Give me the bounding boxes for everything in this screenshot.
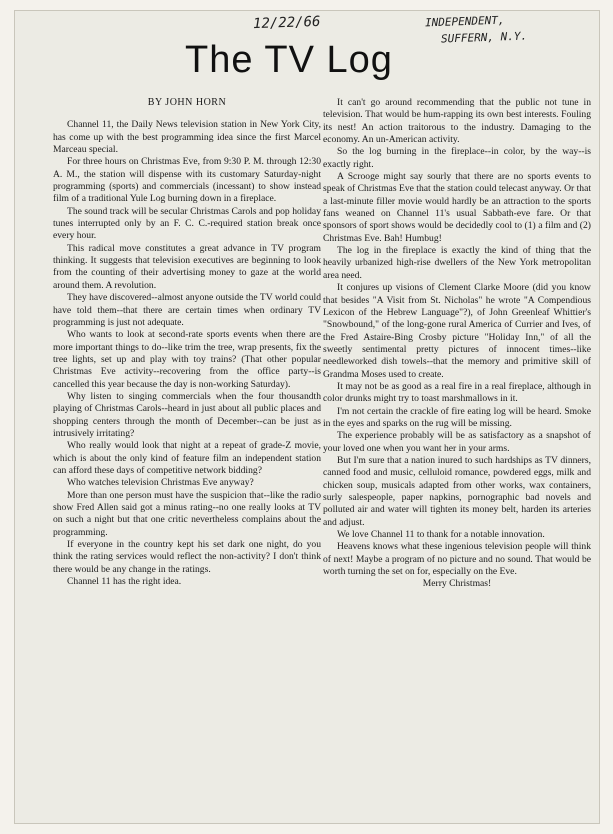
handwritten-date: 12/22/66 bbox=[252, 13, 321, 33]
paragraph: Channel 11, the Daily News television station in New York City, has come up with the best programming idea since the first Marcel Marceau special. bbox=[53, 119, 321, 156]
paragraph: It conjures up visions of Clement Clarke Moore (did you know that besides "A Visit from St. Nicholas" he wrote "A Compendious Lexicon of the Hebrew Language"?), of John Greenleaf Whittier's "Snowbound," of the long-gone rural America of Currier and Ives, of the Fred Astaire-Bing Crosby picture "Holiday Inn," of all the sweetly sentimental pretty pictures of innocent times--like needleworked dish towels--that the memory and primitive skill of Grandma Moses used to create. bbox=[323, 282, 591, 380]
article-signoff: Merry Christmas! bbox=[422, 578, 492, 590]
paragraph: It can't go around recommending that the public not tune in television. That would be hum-rapping its own best interests. Fouling its nest! An action traitorous to the industry. Damaging to the economy. An un-American activity. bbox=[323, 97, 591, 146]
paragraph: For three hours on Christmas Eve, from 9:30 P. M. through 12:30 A. M., the station will dispense with its customary Saturday-night programming (sports) and commercials (incessant) to show instead film of a traditional Yule Log burning down in a fireplace. bbox=[53, 156, 321, 205]
article-title: The TV Log bbox=[185, 39, 393, 81]
paragraph: Heavens knows what these ingenious television people will think of next! Maybe a program of no picture and no sound. That would be worth turning the set on for, especially on the Eve. bbox=[323, 541, 591, 578]
article-column-left bbox=[53, 97, 321, 588]
paragraph: I'm not certain the crackle of fire eating log will be heard. Smoke in the eyes and sparks on the rug will be missing. bbox=[323, 405, 591, 429]
paragraph: The experience probably will be as satisfactory as a snapshot of your loved one when you want her in your arms. bbox=[323, 430, 591, 454]
paragraph: Who really would look that night at a repeat of grade-Z movie, which is about the only kind of feature film an independent station can afford these days of competitive network bidding? bbox=[53, 440, 321, 476]
paragraph: We love Channel 11 to thank for a notable innovation. bbox=[337, 529, 545, 541]
handwritten-source-line-2: SUFFERN, N.Y. bbox=[440, 29, 528, 46]
paragraph: If everyone in the country kept his set dark one night, do you think the rating services would reflect the non-activity? I don't think there would be any change in the ratings. bbox=[53, 539, 321, 575]
paragraph: They have discovered--almost anyone outside the TV world could have told them--that there are certain times when ordinary TV programming is just not adequate. bbox=[53, 292, 321, 328]
paragraph: The log in the fireplace is exactly the kind of thing that the heavily urbanized high-rise dwellers of the New York metropolitan area need. bbox=[323, 245, 591, 281]
byline: BY JOHN HORN bbox=[147, 97, 227, 108]
paragraph: But I'm sure that a nation inured to such hardships as TV dinners, canned food and music, celluloid romance, powdered eggs, milk and chicken soup, musicals adapted from other works, wax containers, surly salespeople, paper napkins, pornographic bad novels and polluted air and water will tighten its money belt, harden its arteries and adjust. bbox=[323, 454, 591, 528]
paragraph: So the log burning in the fireplace--in color, by the way--is exactly right. bbox=[323, 146, 591, 170]
newspaper-clipping bbox=[14, 10, 600, 824]
article-column-right bbox=[323, 97, 591, 591]
handwritten-source-line-1: INDEPENDENT, bbox=[424, 13, 505, 30]
paragraph: It may not be as good as a real fire in a real fireplace, although in color drunks might try to toast marshmallows in it. bbox=[323, 380, 591, 405]
paragraph: This radical move constitutes a great advance in TV program thinking. It suggests that television executives are beginning to look from the counting of their advertising money to gaze at the world around them. A revolution. bbox=[53, 242, 321, 291]
paragraph: A Scrooge might say sourly that there are no sports events to speak of Christmas Eve that the station could telecast anyway. Or that a last-minute filler movie would hardly be an attraction to the sports fans weaned on Channel 11's usual Sabbath-eve fare. Or that sponsors of sport shows would be decidedly cool to (1) a film and (2) Christmas Eve. Bah! Humbug! bbox=[323, 171, 591, 244]
paragraph: Who wants to look at second-rate sports events when there are more important things to do--like trim the tree, wrap presents, fix the tree lights, set up and play with toy trains? (That other popular Christmas Eve activity--recovering from the office party--is cancelled this year because the day is non-working Saturday). bbox=[53, 329, 321, 390]
paragraph: More than one person must have the suspicion that--like the radio show Fred Allen said got a minus rating--no one really looks at TV on such a night but that one critic nevertheless complains about the programming. bbox=[53, 489, 321, 538]
paragraph: The sound track will be secular Christmas Carols and pop holiday tunes interrupted only by an F. C. C.-required station break once every hour. bbox=[53, 205, 321, 242]
paragraph: Who watches television Christmas Eve anyway? bbox=[67, 477, 254, 489]
paragraph: Why listen to singing commercials when the four thousandth playing of Christmas Carols--heard in just about all public places and shopping centers through the month of December--can be just as intrusively irritating? bbox=[53, 390, 321, 439]
paragraph: Channel 11 has the right idea. bbox=[67, 576, 182, 588]
